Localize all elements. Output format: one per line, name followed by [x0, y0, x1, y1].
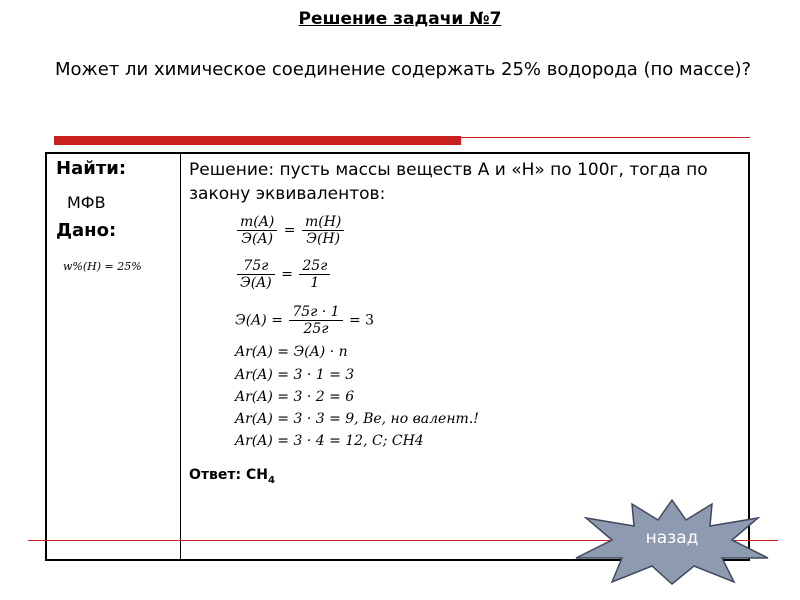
numerator: 25г: [299, 258, 330, 275]
calc-line: Ar(A) = Э(A) · n: [235, 344, 348, 360]
numerator: m(A): [237, 214, 277, 231]
denominator: Э(A): [240, 275, 272, 291]
given-label: Дано:: [56, 220, 117, 241]
back-button-label: назад: [645, 528, 699, 548]
given-value: w%(H) = 25%: [63, 260, 142, 273]
equation-lhs: Э(A) =: [235, 312, 283, 329]
denominator: 25г: [303, 321, 329, 337]
numerator: m(H): [302, 214, 344, 231]
accent-bar: [54, 136, 461, 145]
fraction: [289, 304, 342, 337]
find-value: МФВ: [67, 193, 106, 212]
denominator: 1: [310, 275, 320, 291]
solution-intro: Решение: пусть массы веществ А и «Н» по 100г, тогда по закону эквивалентов:: [189, 160, 708, 204]
numerator: 75г: [237, 258, 275, 275]
calc-line: Ar(A) = 3 · 3 = 9, Be, но валент.!: [235, 411, 479, 427]
fraction: [237, 258, 275, 291]
equation-rhs: = 3: [349, 312, 375, 329]
denominator: Э(A): [241, 231, 274, 247]
calc-line: Ar(A) = 3 · 4 = 12, C; CH4: [235, 433, 424, 449]
equation-equivalents: [235, 214, 346, 247]
equals-sign: =: [281, 266, 293, 283]
column-divider: [180, 154, 181, 559]
answer-label: Ответ: CH: [189, 467, 268, 483]
numerator: 75г · 1: [289, 304, 342, 321]
find-label: Найти:: [56, 158, 127, 179]
answer-subscript: 4: [267, 474, 275, 486]
calc-line: Ar(A) = 3 · 1 = 3: [235, 367, 355, 383]
fraction: [302, 214, 344, 247]
back-button[interactable]: [572, 496, 772, 586]
denominator: Э(H): [306, 231, 341, 247]
calc-line: Ar(A) = 3 · 2 = 6: [235, 389, 355, 405]
fraction: [299, 258, 330, 291]
equals-sign: =: [283, 222, 296, 239]
equation-equivalent-mass: [235, 304, 374, 337]
page-title: Решение задачи №7: [298, 9, 502, 29]
fraction: [237, 214, 277, 247]
problem-question: Может ли химическое соединение содержать 25% водорода (по массе)?: [55, 59, 752, 80]
answer: [189, 467, 275, 486]
equation-substituted: [235, 258, 332, 291]
